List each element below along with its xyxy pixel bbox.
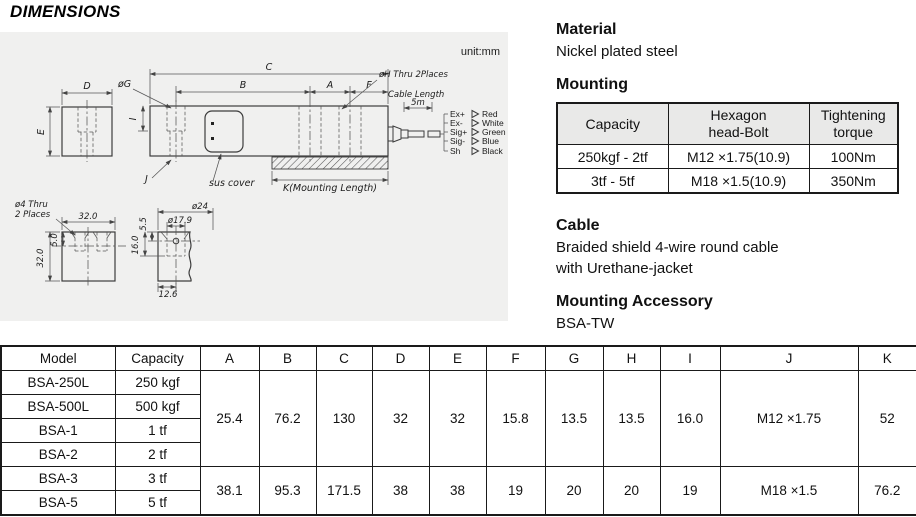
cable-length-value: 5m	[411, 98, 425, 108]
value-b-group2: 95.3	[259, 467, 316, 516]
capacity-cell: 250 kgf	[115, 371, 200, 395]
value-g-group2: 20	[545, 467, 603, 516]
dim-label-d: D	[83, 81, 91, 92]
col-header-f: F	[486, 346, 545, 371]
torque-cell: 100Nm	[809, 145, 898, 169]
accessory-heading: Mounting Accessory	[556, 293, 713, 310]
cable-description-line2: with Urethane-jacket	[556, 260, 693, 277]
header-text: torque	[833, 124, 874, 140]
hole-4-label-line1: ø4 Thru	[15, 200, 48, 210]
wire-signal: Ex+	[450, 109, 465, 119]
capacity-cell: 5 tf	[115, 491, 200, 516]
specs-column	[556, 20, 914, 333]
model-cell: BSA-2	[1, 443, 115, 467]
bolt-cell: M18 ×1.5(10.9)	[668, 169, 809, 194]
capacity-cell: 250kgf - 2tf	[557, 145, 668, 169]
mounting-table-header-row	[557, 103, 898, 145]
value-f-group2: 19	[486, 467, 545, 516]
bottom-view-holes	[14, 200, 126, 288]
dim-label-a: A	[326, 80, 334, 91]
value-j-group1: M12 ×1.75	[720, 371, 858, 467]
dimensions-table	[0, 345, 916, 516]
col-header-h: H	[603, 346, 660, 371]
wire-color: Red	[482, 109, 498, 119]
col-header-a: A	[200, 346, 259, 371]
value-j-group2: M18 ×1.5	[720, 467, 858, 516]
col-header-c: C	[316, 346, 372, 371]
dim-label-j: J	[145, 174, 148, 185]
col-header-j: J	[720, 346, 858, 371]
mounting-header-capacity	[557, 103, 668, 145]
value-c-group1: 130	[316, 371, 372, 467]
bolt-cell: M12 ×1.75(10.9)	[668, 145, 809, 169]
dimension-drawing	[0, 32, 508, 321]
page-title: DIMENSIONS	[10, 2, 121, 21]
value-i-group1: 16.0	[660, 371, 720, 467]
side-view	[36, 81, 112, 162]
bottom-view-section	[131, 202, 213, 300]
col-header-g: G	[545, 346, 603, 371]
capacity-cell: 3 tf	[115, 467, 200, 491]
dim-dia-17-9: ø17.9	[167, 216, 193, 226]
dim-12-6: 12.6	[158, 290, 178, 300]
value-i-group2: 19	[660, 467, 720, 516]
mounting-table-row	[557, 169, 898, 194]
wire-signal: Ex-	[450, 118, 463, 128]
torque-cell: 350Nm	[809, 169, 898, 194]
dim-dia-24: ø24	[191, 202, 209, 212]
value-c-group2: 171.5	[316, 467, 372, 516]
value-f-group1: 15.8	[486, 371, 545, 467]
value-h-group1: 13.5	[603, 371, 660, 467]
cable-gland	[388, 127, 393, 141]
col-header-i: I	[660, 346, 720, 371]
triangle-icon	[472, 148, 479, 155]
wire-color: White	[482, 118, 504, 128]
col-header-model: Model	[1, 346, 115, 371]
dim-5-0: 5.0	[50, 233, 60, 247]
mounting-surface-hatch	[272, 157, 388, 169]
value-a-group2: 38.1	[200, 467, 259, 516]
triangle-icon	[472, 138, 479, 145]
wire-color: Green	[482, 127, 506, 137]
accessory-value: BSA-TW	[556, 315, 615, 332]
cable-segment-2	[428, 131, 440, 137]
triangle-icon	[472, 129, 479, 136]
dim-label-f: F	[366, 80, 372, 91]
model-cell: BSA-5	[1, 491, 115, 516]
hole-h-label: øH Thru 2Places	[379, 70, 448, 80]
header-text: Tightening	[820, 107, 886, 123]
mounting-header-bolt	[668, 103, 809, 145]
model-cell: BSA-1	[1, 419, 115, 443]
capacity-cell: 2 tf	[115, 443, 200, 467]
dim-label-c: C	[265, 62, 273, 73]
dim-32-width: 32.0	[78, 212, 98, 222]
col-header-b: B	[259, 346, 316, 371]
capacity-cell: 1 tf	[115, 419, 200, 443]
value-e-group1: 32	[429, 371, 486, 467]
value-d-group2: 38	[372, 467, 429, 516]
value-d-group1: 32	[372, 371, 429, 467]
dim-16-0: 16.0	[131, 235, 141, 255]
value-k-group2: 76.2	[858, 467, 916, 516]
dim-label-e: E	[36, 128, 47, 136]
sus-cover-label: sus cover	[209, 178, 255, 189]
dim-32-height: 32.0	[36, 248, 46, 268]
value-e-group2: 38	[429, 467, 486, 516]
mounting-table-row	[557, 145, 898, 169]
material-heading: Material	[556, 21, 617, 38]
mounting-table	[556, 102, 899, 194]
col-header-e: E	[429, 346, 486, 371]
wire-signal: Sig-	[450, 136, 466, 146]
capacity-cell: 500 kgf	[115, 395, 200, 419]
wire-signal: Sig+	[450, 127, 468, 137]
table-row	[1, 467, 916, 491]
drawing-panel	[0, 32, 508, 321]
header-text: Capacity	[585, 115, 640, 132]
dim-5-5: 5.5	[139, 217, 149, 231]
hole-g-label: øG	[118, 79, 132, 90]
model-cell: BSA-250L	[1, 371, 115, 395]
dim-label-b: B	[239, 80, 247, 91]
col-header-d: D	[372, 346, 429, 371]
triangle-icon	[472, 111, 479, 118]
material-value: Nickel plated steel	[556, 43, 678, 60]
col-header-capacity: Capacity	[115, 346, 200, 371]
table-row	[1, 371, 916, 395]
value-g-group1: 13.5	[545, 371, 603, 467]
mounting-heading: Mounting	[556, 76, 628, 93]
capacity-cell: 3tf - 5tf	[557, 169, 668, 194]
wire-signal: Sh	[450, 146, 461, 156]
value-h-group2: 20	[603, 467, 660, 516]
dim-table-header-row	[1, 346, 916, 371]
mounting-header-torque	[809, 103, 898, 145]
wire-color: Blue	[482, 136, 500, 146]
sus-cover-outline	[205, 111, 243, 152]
dim-label-i: I	[128, 117, 139, 121]
value-a-group1: 25.4	[200, 371, 259, 467]
model-cell: BSA-3	[1, 467, 115, 491]
value-b-group1: 76.2	[259, 371, 316, 467]
cable-heading: Cable	[556, 217, 600, 234]
cable-segment	[408, 131, 424, 137]
model-cell: BSA-500L	[1, 395, 115, 419]
mounting-length-label: K(Mounting Length)	[282, 183, 378, 194]
wire-color: Black	[482, 146, 503, 156]
header-text: Hexagon	[710, 107, 767, 123]
header-text: head-Bolt	[708, 124, 769, 140]
col-header-k: K	[858, 346, 916, 371]
cable-description-line1: Braided shield 4-wire round cable	[556, 239, 779, 256]
value-k-group1: 52	[858, 371, 916, 467]
hole-4-label-line2: 2 Places	[15, 210, 51, 220]
unit-label: unit:mm	[460, 46, 500, 58]
triangle-icon	[472, 120, 479, 127]
wiring-legend	[440, 109, 506, 156]
cable-length-label: Cable Length	[388, 90, 445, 100]
main-view	[117, 62, 448, 194]
